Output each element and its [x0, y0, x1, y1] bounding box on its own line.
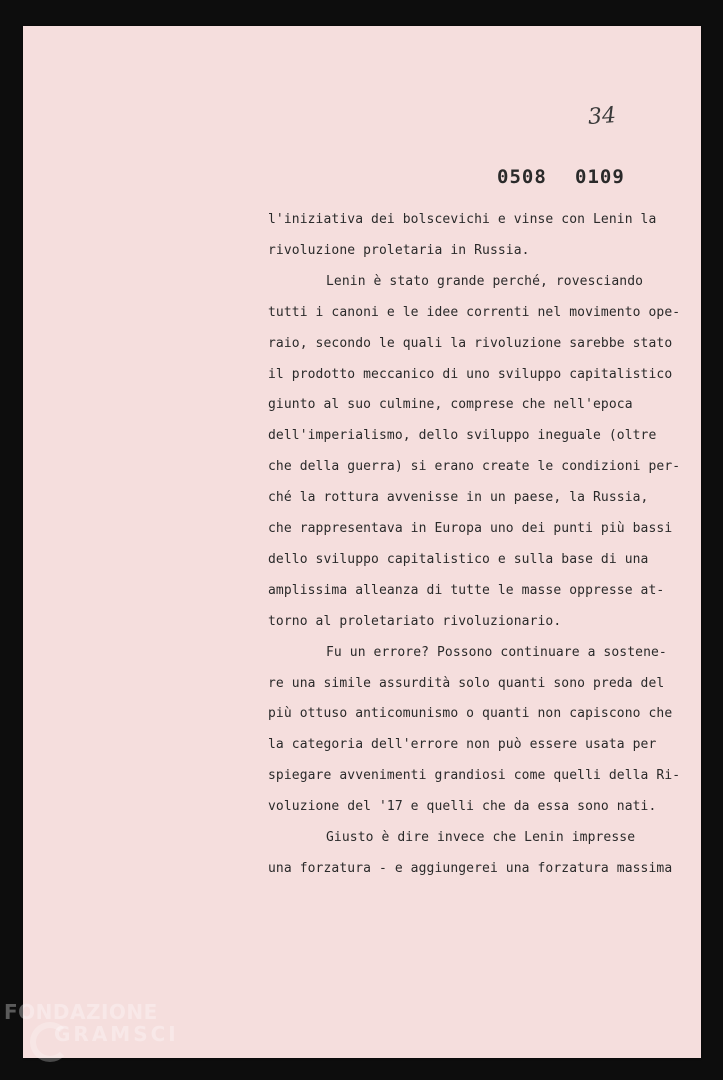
text-line: raio, secondo le quali la rivoluzione sarebbe stato — [268, 335, 673, 351]
watermark-line2: GRAMSCI — [54, 1022, 179, 1046]
text-line: torno al proletariato rivoluzionario. — [268, 613, 562, 629]
handwritten-page-number: 34 — [587, 103, 617, 130]
text-line: una forzatura - e aggiungerei una forzatura massima — [268, 860, 673, 876]
doc-number-left: 0508 — [497, 166, 547, 188]
text-line: Lenin è stato grande perché, rovesciando — [326, 273, 644, 289]
text-line: spiegare avvenimenti grandiosi come quelli della Ri- — [268, 768, 681, 784]
text-line: Giusto è dire invece che Lenin impresse — [326, 830, 636, 845]
text-line: dello sviluppo capitalistico e sulla base di una — [268, 551, 649, 567]
document-page — [23, 26, 701, 1058]
text-line: che della guerra) si erano create le condizioni per- — [268, 459, 681, 475]
watermark-logo-icon — [30, 1022, 70, 1062]
text-line: re una simile assurdità solo quanti sono preda del — [268, 675, 665, 691]
text-line: rivoluzione proletaria in Russia. — [268, 242, 530, 258]
text-line: tutti i canoni e le idee correnti nel movimento ope- — [268, 304, 681, 320]
text-line: l'iniziativa dei bolscevichi e vinse con Lenin la — [268, 212, 657, 227]
watermark-line1: FONDAZIONE — [4, 1000, 158, 1024]
text-line: che rappresentava in Europa uno dei punti più bassi — [268, 521, 673, 536]
text-line: più ottuso anticomunismo o quanti non capiscono che — [268, 706, 673, 722]
text-line: ché la rottura avvenisse in un paese, la Russia, — [268, 490, 649, 506]
text-line: dell'imperialismo, dello sviluppo ineguale (oltre — [268, 428, 657, 444]
text-line: Fu un errore? Possono continuare a sostene- — [326, 644, 667, 660]
text-line: il prodotto meccanico di uno sviluppo capitalistico — [268, 366, 673, 382]
text-line: voluzione del '17 e quelli che da essa sono nati. — [268, 799, 657, 815]
text-line: amplissima alleanza di tutte le masse oppresse at- — [268, 582, 665, 598]
text-line: giunto al suo culmine, comprese che nell'epoca — [268, 397, 633, 413]
doc-number-right: 0109 — [575, 166, 625, 188]
text-line: la categoria dell'errore non può essere usata per — [268, 737, 657, 753]
